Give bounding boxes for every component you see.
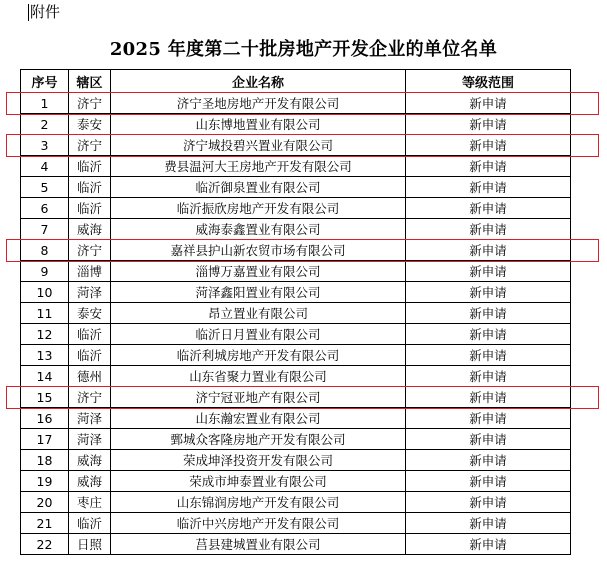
table-header-row [21, 70, 571, 93]
table-row [21, 408, 571, 429]
table-row [21, 513, 571, 534]
header-company-name: 企业名称 [111, 70, 406, 93]
table-row [21, 282, 571, 303]
attachment-label: 附件 [30, 3, 61, 21]
serial-number-cell: 22 [21, 534, 69, 555]
header-serial-number: 序号 [21, 70, 69, 93]
district-cell: 德州 [69, 366, 111, 387]
district-cell: 临沂 [69, 156, 111, 177]
serial-number-cell: 12 [21, 324, 69, 345]
district-cell: 临沂 [69, 345, 111, 366]
district-cell: 威海 [69, 450, 111, 471]
district-cell: 济宁 [69, 240, 111, 261]
serial-number-cell: 6 [21, 198, 69, 219]
table-row [21, 429, 571, 450]
grade-scope-cell: 新申请 [406, 450, 571, 471]
table-row [21, 534, 571, 555]
company-name-cell: 费县温河大王房地产开发有限公司 [111, 156, 406, 177]
grade-scope-cell: 新申请 [406, 135, 571, 156]
table-row [21, 240, 571, 261]
serial-number-cell: 13 [21, 345, 69, 366]
grade-scope-cell: 新申请 [406, 513, 571, 534]
table-row [21, 156, 571, 177]
district-cell: 菏泽 [69, 408, 111, 429]
grade-scope-cell: 新申请 [406, 261, 571, 282]
company-name-cell: 山东瀚宏置业有限公司 [111, 408, 406, 429]
district-cell: 济宁 [69, 93, 111, 114]
grade-scope-cell: 新申请 [406, 114, 571, 135]
table-row [21, 114, 571, 135]
district-cell: 菏泽 [69, 282, 111, 303]
header-grade-scope: 等级范围 [406, 70, 571, 93]
district-cell: 淄博 [69, 261, 111, 282]
company-name-cell: 临沂御泉置业有限公司 [111, 177, 406, 198]
grade-scope-cell: 新申请 [406, 324, 571, 345]
company-name-cell: 荣成市坤泰置业有限公司 [111, 471, 406, 492]
serial-number-cell: 14 [21, 366, 69, 387]
header-district: 辖区 [69, 70, 111, 93]
district-cell: 济宁 [69, 387, 111, 408]
grade-scope-cell: 新申请 [406, 282, 571, 303]
table-row [21, 387, 571, 408]
serial-number-cell: 15 [21, 387, 69, 408]
company-name-cell: 菏泽鑫阳置业有限公司 [111, 282, 406, 303]
district-cell: 临沂 [69, 177, 111, 198]
grade-scope-cell: 新申请 [406, 156, 571, 177]
serial-number-cell: 21 [21, 513, 69, 534]
table-row [21, 450, 571, 471]
serial-number-cell: 16 [21, 408, 69, 429]
text-cursor [28, 4, 29, 21]
district-cell: 临沂 [69, 513, 111, 534]
company-name-cell: 济宁冠亚地产有限公司 [111, 387, 406, 408]
grade-scope-cell: 新申请 [406, 366, 571, 387]
serial-number-cell: 9 [21, 261, 69, 282]
serial-number-cell: 17 [21, 429, 69, 450]
district-cell: 临沂 [69, 198, 111, 219]
company-name-cell: 莒县建城置业有限公司 [111, 534, 406, 555]
serial-number-cell: 11 [21, 303, 69, 324]
company-name-cell: 山东博地置业有限公司 [111, 114, 406, 135]
grade-scope-cell: 新申请 [406, 534, 571, 555]
document-title: 2025 年度第二十批房地产开发企业的单位名单 [109, 39, 498, 60]
company-name-cell: 临沂日月置业有限公司 [111, 324, 406, 345]
company-name-cell: 临沂中兴房地产开发有限公司 [111, 513, 406, 534]
serial-number-cell: 18 [21, 450, 69, 471]
district-cell: 临沂 [69, 324, 111, 345]
company-name-cell: 济宁圣地房地产开发有限公司 [111, 93, 406, 114]
grade-scope-cell: 新申请 [406, 219, 571, 240]
company-name-cell: 临沂利城房地产开发有限公司 [111, 345, 406, 366]
serial-number-cell: 10 [21, 282, 69, 303]
table-row [21, 198, 571, 219]
table-row [21, 93, 571, 114]
table-row [21, 471, 571, 492]
district-cell: 日照 [69, 534, 111, 555]
serial-number-cell: 8 [21, 240, 69, 261]
table-row [21, 492, 571, 513]
company-name-cell: 嘉祥县护山新农贸市场有限公司 [111, 240, 406, 261]
table-row [21, 303, 571, 324]
grade-scope-cell: 新申请 [406, 387, 571, 408]
serial-number-cell: 5 [21, 177, 69, 198]
company-name-cell: 荣成坤泽投资开发有限公司 [111, 450, 406, 471]
district-cell: 威海 [69, 219, 111, 240]
table-row [21, 345, 571, 366]
grade-scope-cell: 新申请 [406, 345, 571, 366]
table-row [21, 261, 571, 282]
company-name-cell: 临沂振欣房地产开发有限公司 [111, 198, 406, 219]
serial-number-cell: 7 [21, 219, 69, 240]
grade-scope-cell: 新申请 [406, 240, 571, 261]
serial-number-cell: 19 [21, 471, 69, 492]
district-cell: 济宁 [69, 135, 111, 156]
serial-number-cell: 4 [21, 156, 69, 177]
table-body [21, 93, 571, 555]
table-row [21, 135, 571, 156]
district-cell: 威海 [69, 471, 111, 492]
grade-scope-cell: 新申请 [406, 471, 571, 492]
grade-scope-cell: 新申请 [406, 429, 571, 450]
grade-scope-cell: 新申请 [406, 198, 571, 219]
company-list-table [20, 69, 571, 555]
table-row [21, 324, 571, 345]
serial-number-cell: 1 [21, 93, 69, 114]
table-row [21, 177, 571, 198]
serial-number-cell: 3 [21, 135, 69, 156]
company-name-cell: 山东省聚力置业有限公司 [111, 366, 406, 387]
district-cell: 菏泽 [69, 429, 111, 450]
grade-scope-cell: 新申请 [406, 492, 571, 513]
company-name-cell: 昂立置业有限公司 [111, 303, 406, 324]
grade-scope-cell: 新申请 [406, 93, 571, 114]
company-name-cell: 济宁城投碧兴置业有限公司 [111, 135, 406, 156]
company-name-cell: 淄博万嘉置业有限公司 [111, 261, 406, 282]
grade-scope-cell: 新申请 [406, 408, 571, 429]
grade-scope-cell: 新申请 [406, 303, 571, 324]
company-name-cell: 山东锦润房地产开发有限公司 [111, 492, 406, 513]
serial-number-cell: 2 [21, 114, 69, 135]
serial-number-cell: 20 [21, 492, 69, 513]
district-cell: 泰安 [69, 114, 111, 135]
table-row [21, 366, 571, 387]
district-cell: 枣庄 [69, 492, 111, 513]
table-row [21, 219, 571, 240]
district-cell: 泰安 [69, 303, 111, 324]
company-name-cell: 鄄城众客隆房地产开发有限公司 [111, 429, 406, 450]
company-name-cell: 威海泰鑫置业有限公司 [111, 219, 406, 240]
grade-scope-cell: 新申请 [406, 177, 571, 198]
